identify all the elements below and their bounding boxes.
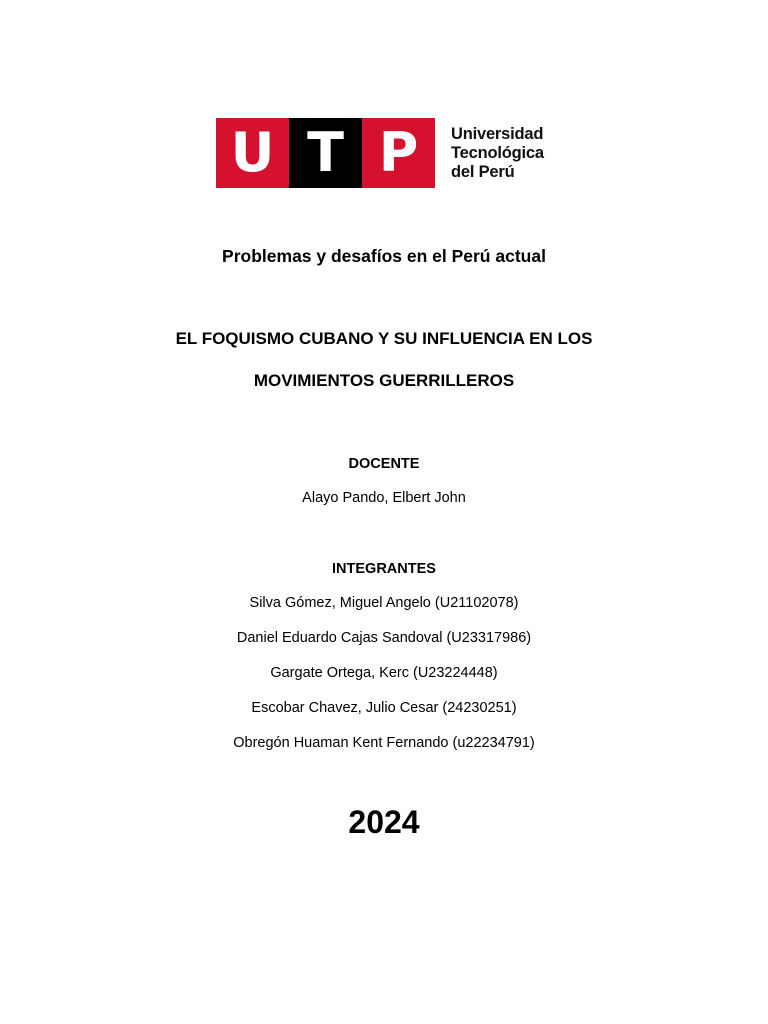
member-item: Escobar Chavez, Julio Cesar (24230251) [251,700,517,716]
integrantes-label: INTEGRANTES [332,561,436,577]
university-name [451,125,544,182]
course-name: Problemas y desafíos en el Perú actual [222,246,546,266]
logo-letter-t: T [289,118,362,188]
member-item: Gargate Ortega, Kerc (U23224448) [270,665,498,681]
logo-letter-u: U [216,118,289,188]
member-item: Silva Gómez, Miguel Angelo (U21102078) [249,595,519,611]
utp-logo [216,118,544,188]
member-item: Obregón Huaman Kent Fernando (u22234791) [233,735,535,751]
university-name-line-2: Tecnológica [451,143,544,162]
utp-logo-mark [216,118,435,188]
document-year: 2024 [348,804,420,840]
logo-letter-p: P [362,118,435,188]
docente-name: Alayo Pando, Elbert John [302,490,466,506]
member-item: Daniel Eduardo Cajas Sandoval (U23317986) [236,630,532,646]
document-title-line-1: EL FOQUISMO CUBANO Y SU INFLUENCIA EN LOS [175,329,593,348]
docente-label: DOCENTE [348,456,420,472]
university-name-line-3: del Perú [451,162,515,181]
document-title-line-2: MOVIMIENTOS GUERRILLEROS [253,371,515,390]
university-name-line-1: Universidad [451,124,544,143]
